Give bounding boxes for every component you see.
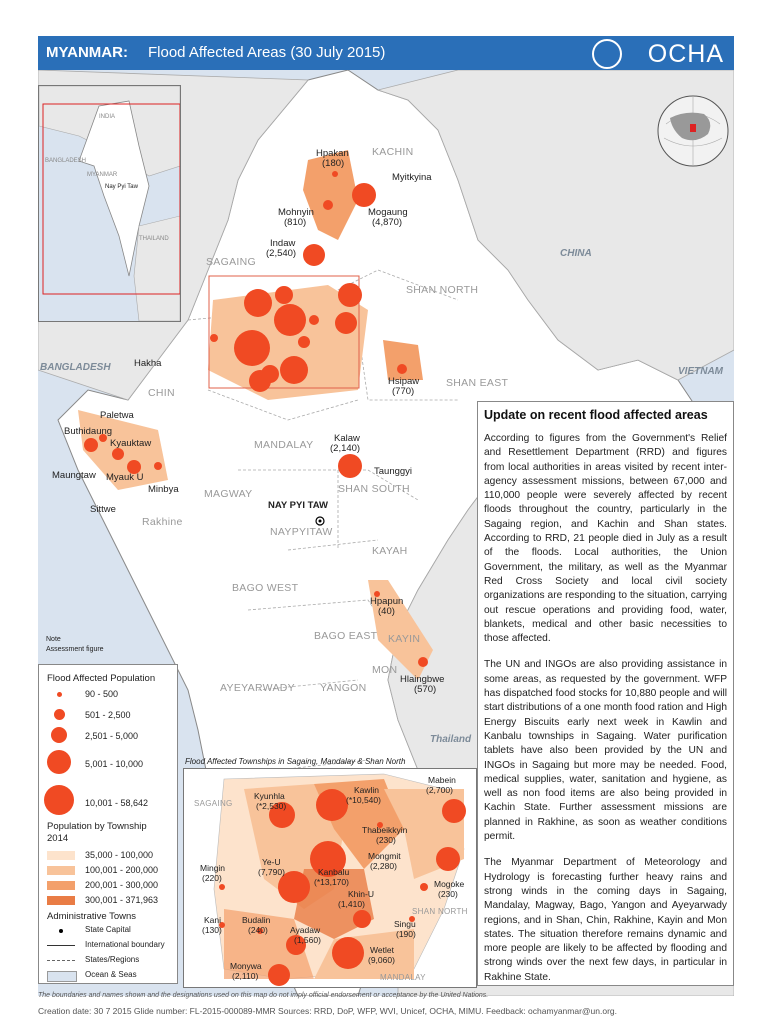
bubble-indaw <box>303 244 325 266</box>
zoom-value-khin-u: (1,410) <box>338 899 365 909</box>
zoom-value-kyunhla: (*2,530) <box>256 801 287 811</box>
inset-myanmar: MYANMAR <box>87 172 118 178</box>
region-bago-west: BAGO WEST <box>232 582 299 594</box>
region-shan-north: SHAN NORTH <box>406 284 479 296</box>
legend-pop-2: 100,001 - 200,000 <box>85 865 159 875</box>
inset-svg <box>39 86 180 321</box>
bubble-hsipaw <box>397 364 407 374</box>
zoom-town-kawlin: Kawlin <box>354 785 380 795</box>
bubble-s12 <box>298 336 310 348</box>
zoom-value-mingin: (220) <box>202 873 222 883</box>
region-kayah: KAYAH <box>372 545 408 557</box>
zoom-title: Flood Affected Townships in Sagaing, Mandalay & Shan North <box>185 757 406 766</box>
disclaimer: The boundaries and names shown and the designations used on this map do not imply official endorsement or acceptance by the United Nations. <box>38 992 489 999</box>
title-country: MYANMAR: <box>46 44 128 61</box>
legend-pop-title: Population by Township <box>47 821 147 832</box>
country-thailand: Thailand <box>430 734 472 745</box>
zoom-town-singu: Singu <box>394 919 416 929</box>
note-item: Assessment figure <box>46 646 104 653</box>
zoom-shan-north: SHAN NORTH <box>412 907 468 916</box>
town-hpakan-name: Hpakan <box>316 148 349 159</box>
zoom-value-ye-u: (7,790) <box>258 867 285 877</box>
region-mon: MON <box>372 664 398 676</box>
update-paragraph-3: The Myanmar Department of Meteorology and Hydrology is forecasting further heavy rains and strong winds in the coming days in Sagaing, Mandalay, Magway, Bago, Yangon and Ayeyarwady regions, and in Shan, Chin, Rakhine, Kayin and Mon states. The situation therefore remains dynamic and more people are likely to be affected by flooding and strong winds over the next few days, in particular in Rakhine State. <box>484 857 727 983</box>
legend-states: States/Regions <box>85 955 140 964</box>
town-kalaw-name: Kalaw <box>334 433 360 444</box>
update-panel <box>477 401 734 986</box>
zoom-town-monywa: Monywa <box>230 961 262 971</box>
globe-locator <box>656 94 730 168</box>
title-bar <box>38 36 734 70</box>
town-hlaingbwe-value: (570) <box>414 684 437 695</box>
legend <box>38 664 178 984</box>
bubble-s1 <box>244 289 272 317</box>
legend-state-capital: State Capital <box>85 925 131 934</box>
zoom-sagaing: SAGAING <box>194 799 233 808</box>
bubble-s11 <box>210 334 218 342</box>
town-indaw-value: (2,540) <box>266 248 297 259</box>
legend-title: Flood Affected Population <box>47 673 156 684</box>
bubble-kalaw <box>338 454 362 478</box>
zoom-town-kyunhla: Kyunhla <box>254 791 285 801</box>
inset-capital: Nay Pyi Taw <box>105 184 138 190</box>
town-myitkyina: Myitkyina <box>392 172 432 183</box>
zoom-value-kawlin: (*10,540) <box>346 795 381 805</box>
zoom-value-budalin: (240) <box>248 925 268 935</box>
town-hpakan-value: (180) <box>322 158 345 169</box>
town-mohnyin-value: (810) <box>284 217 307 228</box>
inset-bangladesh: BANGLADESH <box>45 158 87 164</box>
region-shan-south: SHAN SOUTH <box>338 483 410 495</box>
town-paletwa: Paletwa <box>100 410 134 421</box>
town-hsipaw-name: Hsipaw <box>388 376 420 387</box>
bubble-s6 <box>309 315 319 325</box>
legend-pop-1: 35,000 - 100,000 <box>85 850 154 860</box>
bubble-hlaingbwe <box>418 657 428 667</box>
region-kachin: KACHIN <box>372 146 414 158</box>
town-mogaung-name: Mogaung <box>368 207 408 218</box>
note-title: Note <box>46 636 61 643</box>
town-sittwe: Sittwe <box>90 504 116 515</box>
region-shan-east: SHAN EAST <box>446 377 509 389</box>
update-paragraph-1: According to figures from the Government's Relief and Resettlement Department (RRD) and figures from local authorities in areas visited by recent inter-agency assessment missions, between 67,000 and 110,000 people were severely affected by recent floods throughout the country, particularly in the Sagaing region, and Kachin and Shan states. According to RRD, 21 people died in July as a result of the floods. Local authorities, the Union Government, the military, as well as the Myanmar Red Cross Society and local civil society organizations are responding to the situation, carrying out rescue operations and providing food, water, blankets, medical and other basic necessities to those affected. <box>484 433 727 645</box>
un-emblem-icon <box>592 39 622 69</box>
zoom-town-mabein: Mabein <box>428 775 456 785</box>
zoom-value-kani: (130) <box>202 925 222 935</box>
region-naypyitaw: NAYPYITAW <box>270 526 333 538</box>
zoom-town-khin-u: Khin-U <box>348 889 374 899</box>
update-title: Update on recent flood affected areas <box>484 408 708 422</box>
legend-bubble-2: 501 - 2,500 <box>85 710 131 720</box>
zoom-value-kanbalu: (*13,170) <box>314 877 349 887</box>
bubble-r2 <box>112 448 124 460</box>
bubble-s10 <box>261 365 279 383</box>
zoom-value-monywa: (2,110) <box>232 971 259 981</box>
title-text: Flood Affected Areas (30 July 2015) <box>148 44 386 61</box>
zoom-town-kani: Kani <box>204 915 222 925</box>
zoom-town-kanbalu: Kanbalu <box>318 867 350 877</box>
credits: Creation date: 30 7 2015 Glide number: FL-2015-000089-MMR Sources: RRD, DoP, WFP, WVI, Unicef, OCHA, MIMU. Feedback: ochamyanmar@un.org. <box>38 1006 618 1016</box>
update-paragraph-2: The UN and INGOs are also providing assistance in some areas, as requested by the government. WFP has dispatched food stocks for 10,880 people and will start distributions of a one month food ration and High Energy Biscuits early next week in Kawlin and Kanbalu townships in Sagaing. Water purification tablets have also been provided by the UN and INGOs in Sagaing but more may be needed. Food, medical supplies, water, sanitation and hygiene, as well as non food items are also being provided in Kachin State. Further assessment missions are planned in Rakhine, as soon as weather conditions permit. <box>484 659 727 843</box>
zoom-town-wetlet: Wetlet <box>370 945 394 955</box>
region-sagaing: SAGAING <box>206 256 256 268</box>
town-indaw-name: Indaw <box>270 238 296 249</box>
zoom-town-mongmit: Mongmit <box>368 851 401 861</box>
zoom-value-thabeikkyin: (230) <box>376 835 396 845</box>
region-mandalay: MANDALAY <box>254 439 314 451</box>
zoom-value-ayadaw: (1,560) <box>294 935 321 945</box>
bubble-mogaung <box>352 183 376 207</box>
legend-pop-year: 2014 <box>47 833 69 844</box>
country-china: CHINA <box>560 248 592 259</box>
zoom-mandalay: MANDALAY <box>380 973 426 982</box>
bubble-s8 <box>280 356 308 384</box>
bubble-s4 <box>338 283 362 307</box>
bubble-mohnyin <box>323 200 333 210</box>
town-hlaingbwe-name: Hlaingbwe <box>400 674 445 685</box>
town-minbya: Minbya <box>148 484 179 495</box>
town-myauk-u: Myauk U <box>106 472 144 483</box>
bubble-r1 <box>84 438 98 452</box>
legend-bubble-3: 2,501 - 5,000 <box>85 731 139 741</box>
zoom-value-singu: (190) <box>396 929 416 939</box>
bubble-s3 <box>275 286 293 304</box>
bubble-s7 <box>234 330 270 366</box>
zoom-town-ayadaw: Ayadaw <box>290 925 321 935</box>
zoom-town-mingin: Mingin <box>200 863 226 873</box>
country-bangladesh: BANGLADESH <box>40 362 111 373</box>
region-bago-east: BAGO EAST <box>314 630 378 642</box>
country-vietnam: VIETNAM <box>678 366 723 377</box>
bubble-s2 <box>274 304 306 336</box>
town-maungtaw: Maungtaw <box>52 470 96 481</box>
zoom-town-mogoke: Mogoke <box>434 879 465 889</box>
zoom-inset-map <box>183 768 477 988</box>
town-taunggyi: Taunggyi <box>374 466 413 477</box>
town-kyauktaw: Kyauktaw <box>110 438 152 449</box>
bubble-s5 <box>335 312 357 334</box>
inset-india: INDIA <box>99 114 116 120</box>
zoom-town-ye-u: Ye-U <box>262 857 281 867</box>
legend-bubble-5: 10,001 - 58,642 <box>85 798 149 808</box>
ocha-logo: OCHA <box>647 40 724 68</box>
region-yangon: YANGON <box>320 682 367 694</box>
legend-intl: International boundary <box>85 940 165 949</box>
region-kayin: KAYIN <box>388 633 421 645</box>
town-hpapun-name: Hpapun <box>370 596 404 607</box>
region-rakhine: Rakhine <box>142 516 183 528</box>
town-hpapun-value: (40) <box>378 606 395 617</box>
town-naypyitaw: NAY PYI TAW <box>268 500 329 511</box>
town-hsipaw-value: (770) <box>392 386 415 397</box>
legend-admin-title: Administrative Towns <box>47 911 137 922</box>
town-buthidaung: Buthidaung <box>64 426 113 437</box>
town-hakha: Hakha <box>134 358 162 369</box>
zoom-value-mogoke: (230) <box>438 889 458 899</box>
region-magway: MAGWAY <box>204 488 253 500</box>
legend-pop-4: 300,001 - 371,963 <box>85 895 159 905</box>
zoom-value-mongmit: (2,280) <box>370 861 397 871</box>
bubble-r5 <box>154 462 162 470</box>
zoom-town-budalin: Budalin <box>242 915 271 925</box>
legend-pop-3: 200,001 - 300,000 <box>85 880 159 890</box>
shan-affected <box>383 340 423 380</box>
town-kalaw-value: (2,140) <box>330 443 361 454</box>
inset-locator-map <box>38 85 181 322</box>
legend-bubble-1: 90 - 500 <box>85 689 119 699</box>
legend-bubble-4: 5,001 - 10,000 <box>85 759 144 769</box>
zoom-value-wetlet: (9,060) <box>368 955 395 965</box>
town-mohnyin-name: Mohnyin <box>278 207 314 218</box>
zoom-town-thabeikkyin: Thabeikkyin <box>362 825 408 835</box>
inset-thailand: THAILAND <box>139 236 169 242</box>
zoom-value-mabein: (2,700) <box>426 785 453 795</box>
town-mogaung-value: (4,870) <box>372 217 403 228</box>
bubble-hpakan <box>332 171 338 177</box>
region-ayeyarwady: AYEYARWADY <box>220 682 295 694</box>
region-chin: CHIN <box>148 387 175 399</box>
legend-ocean: Ocean & Seas <box>85 970 137 979</box>
